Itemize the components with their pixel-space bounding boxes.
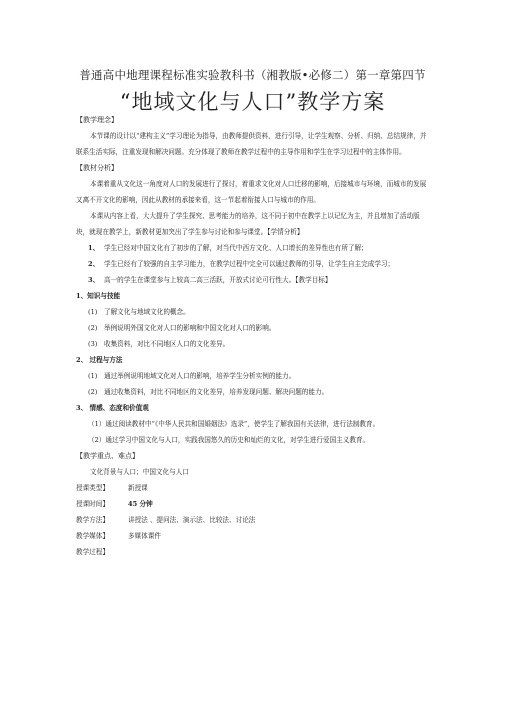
document-body — [76, 112, 432, 560]
material-paragraph-1: 本课着重从文化这一角度对人口的发展进行了探讨，着重求文化对人口迁移的影响，后接城市与环境，而城市的发展又离不开文化的影响，因此从教材的承接来看，这一节起着衔接人口与城市的作用。 — [76, 180, 427, 204]
student-item: 1、 学生已经对中国文化有了初步的了解，对当代中西方文化、人口增长的差异性也有所了解； — [88, 244, 368, 252]
info-row: 教学方法】 讲授法 、提问法、演示法、比较法、讨论法 — [76, 516, 256, 524]
section-label-material: 【教材分析】 — [76, 164, 118, 172]
student-item: 2、 学生已经有了较强的自主学习能力，在教学过程中完全可以通过教师的引导，让学生自主完成学习； — [88, 260, 395, 268]
goal-3-label: 3、 情感、态度和价值观 — [76, 404, 149, 412]
goal-2-item: (1) 通过举例说明地域文化对人口的影响，培养学生分析实例的能力。 — [88, 372, 296, 380]
info-row: 教学媒体】 多媒体课件 — [76, 532, 161, 540]
goal-3-item: （2）通过学习中国文化与人口，实践我国悠久的历史和灿烂的文化，对学生进行爱国主义教育。 — [88, 436, 370, 444]
section-label-key: 【教学重点、难点】 — [76, 452, 139, 460]
document-title: “地域文化与人口”教学方案 — [119, 90, 386, 114]
goal-1-item: (3) 收集资料，对比不同地区人口的文化差异。 — [88, 340, 230, 348]
key-points-text: 文化背景与人口；中国文化与人口 — [90, 468, 189, 476]
goal-3-item: （1）通过阅读教材中“《中华人民共和国婚姻法》选录”，使学生了解我国有关法律，进行法制教育。 — [88, 420, 380, 428]
concept-paragraph: 本节课的设计以“建构主义”学习理论为指导，由教师提供资料，进行引导，让学生观察、分析、归纳、总结规律，并联系生活实际，注重发现和解决问题。充分体现了教师在教学过程中的主导作用和学生在学习过程中的主体作用。 — [76, 132, 427, 156]
goal-1-label: 1、知识与技能 — [76, 292, 121, 300]
info-row: 授课类型】 新授课 — [76, 484, 148, 492]
goal-2-label: 2、 过程与方法 — [76, 356, 123, 364]
material-paragraph-2: 本课从内容上看，大大提升了学生探究、思考能力的培养，这不同于初中在教学上以记忆为主，并且增加了活动版块，就现在教学上，新教材更加突出了学生参与讨论和参与课堂。【学情分析】 — [76, 212, 420, 236]
process-label: 教学过程】 — [76, 548, 109, 556]
goal-2-item: (2) 通过收集资料，对比不同地区的文化差异，培养发现问题、解决问题的能力。 — [88, 388, 329, 396]
section-label-concept: 【教学理念】 — [76, 116, 118, 124]
document-header: 普通高中地理课程标准实验教科书（湘教版•必修二）第一章第四节 — [79, 68, 426, 82]
info-row: 授课时间】 45 分钟 — [76, 500, 153, 508]
goal-1-item: (2) 举例说明外国文化对人口的影响和中国文化对人口的影响。 — [88, 324, 276, 332]
goal-1-item: (1) 了解文化与地域文化的概念。 — [88, 308, 190, 316]
student-item: 3、 高一的学生在课堂参与上较高二高三活跃，开放式讨论可行性大。【教学目标】 — [88, 276, 332, 284]
